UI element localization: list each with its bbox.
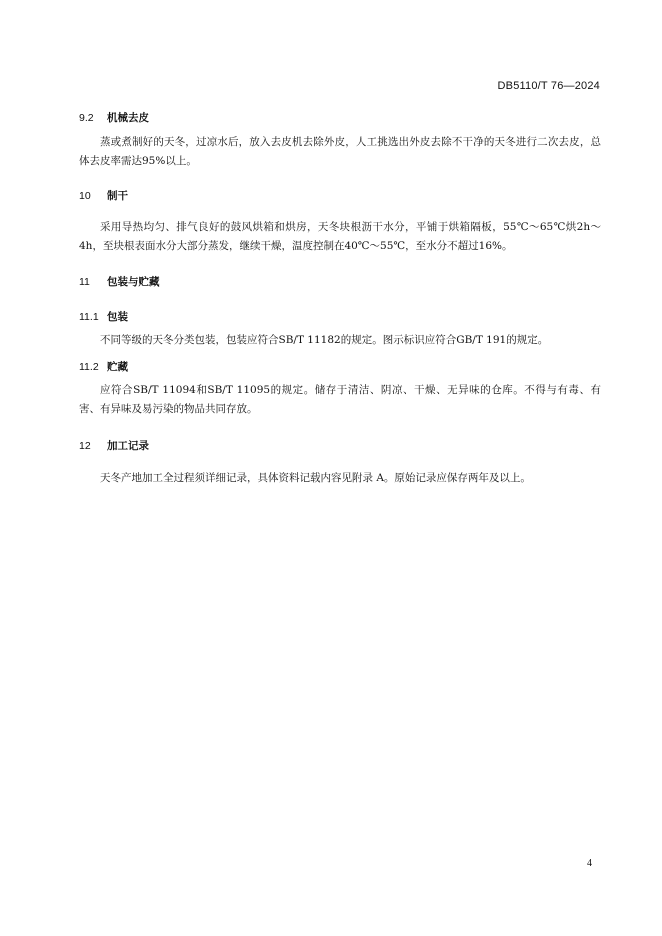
heading-11 bbox=[79, 274, 160, 289]
heading-number: 9.2 bbox=[79, 112, 94, 124]
heading-11-1 bbox=[79, 309, 128, 324]
heading-10 bbox=[79, 188, 128, 203]
heading-12 bbox=[79, 438, 149, 453]
heading-title: 包装与贮藏 bbox=[107, 276, 160, 288]
paragraph-9-2: 蒸或煮制好的天冬，过凉水后，放入去皮机去除外皮，人工挑选出外皮去除不干净的天冬进行二次去皮，总体去皮率需达95%以上。 bbox=[79, 136, 601, 167]
heading-number: 12 bbox=[79, 440, 91, 452]
heading-number: 11.2 bbox=[79, 361, 99, 373]
heading-title: 贮藏 bbox=[107, 361, 128, 373]
paragraph-11-2: 应符合SB/T 11094和SB/T 11095的规定。储存于清洁、阴凉、干燥、无异味的仓库。不得与有毒、有害、有异味及易污染的物品共同存放。 bbox=[79, 384, 601, 415]
heading-title: 制干 bbox=[107, 190, 128, 202]
page-number: 4 bbox=[587, 858, 592, 869]
paragraph-11-1: 不同等级的天冬分类包装，包装应符合SB/T 11182的规定。图示标识应符合GB/T 191的规定。 bbox=[100, 334, 549, 346]
paragraph-12: 天冬产地加工全过程须详细记录，具体资料记载内容见附录 A。原始记录应保存两年及以上。 bbox=[100, 472, 531, 484]
document-code: DB5110/T 76—2024 bbox=[497, 80, 600, 92]
heading-number: 10 bbox=[79, 190, 91, 202]
heading-number: 11.1 bbox=[79, 311, 99, 323]
heading-title: 加工记录 bbox=[107, 440, 149, 452]
heading-number: 11 bbox=[79, 276, 90, 288]
paragraph-10: 采用导热均匀、排气良好的鼓风烘箱和烘房，天冬块根沥干水分，平铺于烘箱隔板，55℃～65℃烘2h～4h，至块根表面水分大部分蒸发，继续干燥，温度控制在40℃～55℃，至水分不超过16%。 bbox=[79, 221, 601, 252]
heading-title: 包装 bbox=[107, 311, 128, 323]
heading-9-2 bbox=[79, 110, 149, 125]
heading-11-2 bbox=[79, 359, 128, 374]
heading-title: 机械去皮 bbox=[107, 112, 149, 124]
